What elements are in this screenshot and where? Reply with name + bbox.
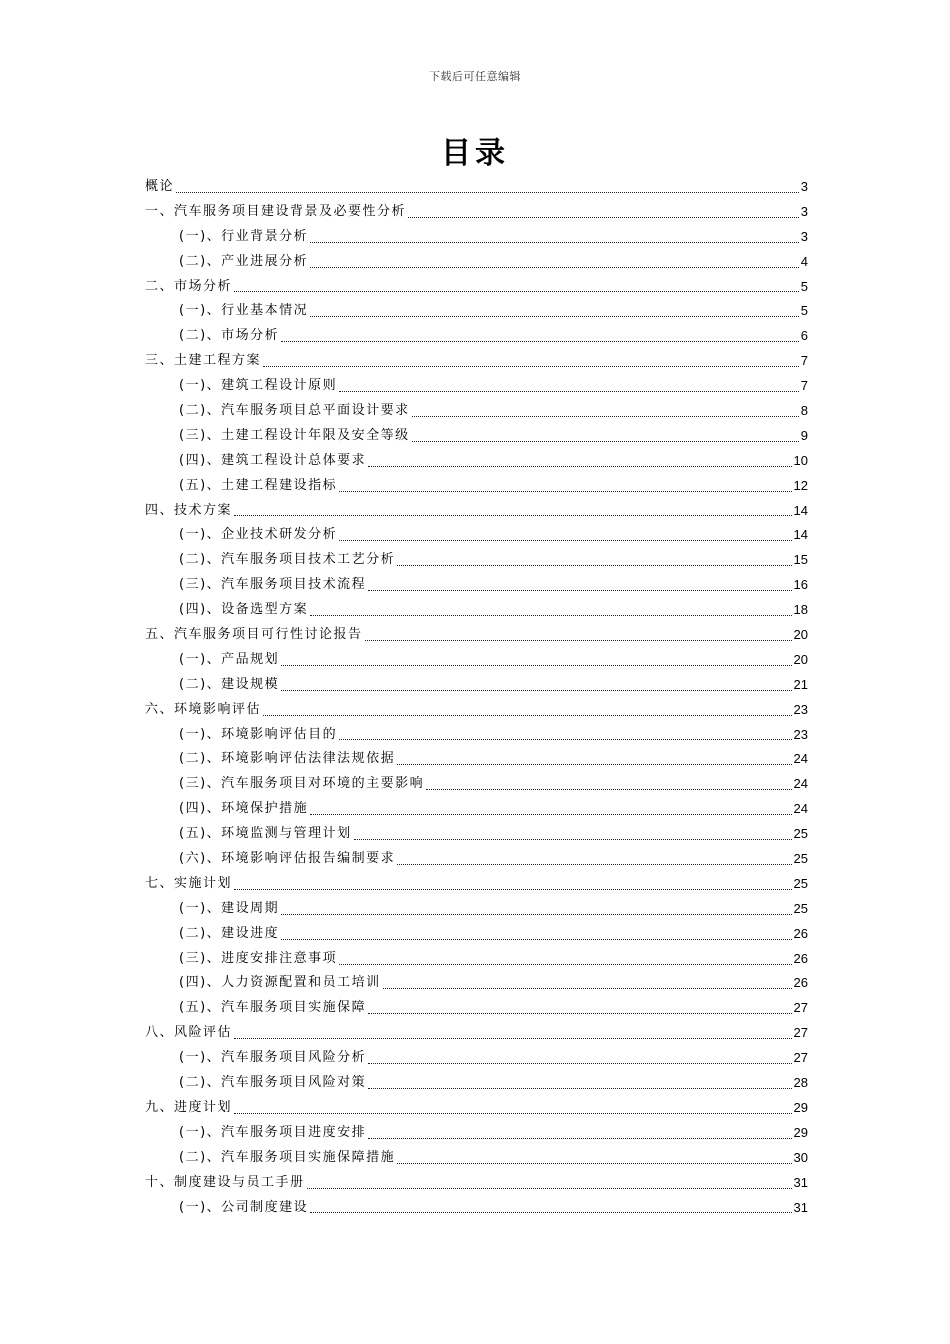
toc-entry-label: (一)、产品规划 (179, 651, 280, 667)
toc-entry-page-number: 8 (800, 403, 808, 418)
dot-leader (281, 340, 799, 342)
dot-leader (281, 664, 791, 666)
toc-entry[interactable] (145, 573, 808, 598)
toc-entry-page-number: 27 (793, 1025, 808, 1041)
toc-entry-page-number: 3 (800, 228, 808, 244)
dot-leader (234, 290, 799, 292)
toc-entry[interactable] (145, 897, 808, 922)
dot-leader (234, 1037, 792, 1039)
toc-entry-label: (三)、土建工程设计年限及安全等级 (179, 427, 410, 443)
toc-entry[interactable] (145, 225, 808, 250)
dot-leader (412, 415, 799, 417)
dot-leader (397, 1162, 791, 1164)
dot-leader (234, 514, 792, 516)
toc-entry-label: (一)、企业技术研发分析 (179, 527, 338, 543)
toc-entry-page-number: 7 (800, 378, 808, 394)
toc-title: 目录 (441, 136, 509, 171)
toc-entry[interactable] (145, 772, 808, 797)
toc-entry-page-number: 14 (793, 527, 808, 543)
toc-entry-label: (一)、公司制度建设 (179, 1199, 309, 1215)
dot-leader (310, 1211, 791, 1213)
toc-entry-label: 七、实施计划 (145, 875, 233, 891)
toc-entry-label: 二、市场分析 (145, 278, 233, 294)
toc-entry-page-number: 14 (793, 502, 808, 518)
dot-leader (339, 390, 799, 392)
toc-entry-label: (二)、市场分析 (179, 328, 280, 344)
toc-entry-page-number: 7 (800, 353, 808, 369)
dot-leader (263, 714, 792, 716)
toc-entry[interactable] (145, 1021, 808, 1046)
toc-entry[interactable] (145, 523, 808, 548)
toc-entry-label: (四)、人力资源配置和员工培训 (179, 975, 381, 991)
toc-entry-label: (一)、建设周期 (179, 900, 280, 916)
toc-entry-label: (一)、行业背景分析 (179, 228, 309, 244)
toc-entry-label: 六、环境影响评估 (145, 701, 262, 717)
toc-entry-page-number: 18 (793, 602, 808, 618)
dot-leader (339, 963, 791, 965)
dot-leader (368, 589, 791, 591)
toc-entry-page-number: 24 (793, 776, 808, 792)
dot-leader (426, 788, 791, 790)
dot-leader (281, 938, 791, 940)
toc-entry-page-number: 29 (793, 1124, 808, 1140)
dot-leader (310, 266, 799, 268)
toc-entry-page-number: 25 (793, 826, 808, 842)
table-of-contents (145, 175, 808, 1220)
toc-entry[interactable] (145, 250, 808, 275)
toc-entry-label: (四)、建筑工程设计总体要求 (179, 452, 367, 468)
toc-entry-page-number: 26 (793, 950, 808, 966)
dot-leader (310, 813, 791, 815)
toc-entry-label: (二)、建设规模 (179, 676, 280, 692)
toc-entry-label: 一、汽车服务项目建设背景及必要性分析 (145, 203, 407, 219)
toc-entry-page-number: 24 (793, 801, 808, 817)
dot-leader (368, 465, 791, 467)
toc-entry[interactable] (145, 449, 808, 474)
dot-leader (368, 1012, 791, 1014)
toc-entry-page-number: 3 (800, 203, 808, 219)
toc-entry[interactable] (145, 723, 808, 748)
toc-entry-label: 十、制度建设与员工手册 (145, 1174, 305, 1190)
toc-entry[interactable] (145, 698, 808, 723)
toc-entry-page-number: 9 (800, 427, 808, 443)
toc-entry-label: (二)、汽车服务项目总平面设计要求 (179, 403, 410, 418)
toc-entry-label: 概论 (145, 178, 175, 194)
dot-leader (368, 1062, 791, 1064)
page-header: 下载后可任意编辑 (429, 70, 521, 83)
toc-entry[interactable] (145, 1046, 808, 1071)
dot-leader (368, 1087, 791, 1089)
toc-entry-page-number: 10 (793, 452, 808, 468)
toc-entry-page-number: 12 (793, 477, 808, 493)
toc-entry[interactable] (145, 648, 808, 673)
dot-leader (408, 216, 799, 218)
toc-entry[interactable] (145, 275, 808, 300)
toc-entry-label: (一)、环境影响评估目的 (179, 726, 338, 742)
toc-entry[interactable] (145, 847, 808, 872)
toc-entry-page-number: 3 (800, 178, 808, 194)
dot-leader (234, 1112, 792, 1114)
toc-entry-page-number: 25 (793, 900, 808, 916)
toc-entry[interactable] (145, 548, 808, 573)
toc-entry-page-number: 26 (793, 975, 808, 991)
toc-entry[interactable] (145, 1096, 808, 1121)
toc-entry-page-number: 5 (800, 278, 808, 294)
toc-entry-label: (五)、土建工程建设指标 (179, 477, 338, 493)
toc-entry-label: (四)、环境保护措施 (179, 801, 309, 817)
toc-entry-label: (二)、环境影响评估法律法规依据 (179, 751, 396, 767)
toc-entry-page-number: 16 (793, 577, 808, 593)
toc-entry-label: 九、进度计划 (145, 1099, 233, 1115)
toc-entry-label: (二)、汽车服务项目技术工艺分析 (179, 552, 396, 568)
toc-entry[interactable] (145, 797, 808, 822)
toc-entry[interactable] (145, 374, 808, 399)
toc-entry-page-number: 26 (793, 925, 808, 941)
dot-leader (263, 365, 799, 367)
toc-entry-label: (一)、建筑工程设计原则 (179, 378, 338, 394)
dot-leader (310, 614, 791, 616)
toc-entry-page-number: 27 (793, 1050, 808, 1066)
toc-entry-label: 四、技术方案 (145, 502, 233, 518)
toc-entry-page-number: 5 (800, 303, 808, 319)
toc-entry[interactable] (145, 598, 808, 623)
dot-leader (365, 639, 792, 641)
toc-entry-page-number: 25 (793, 875, 808, 891)
dot-leader (354, 838, 792, 840)
toc-entry[interactable] (145, 1071, 808, 1096)
toc-entry-label: (五)、汽车服务项目实施保障 (179, 1000, 367, 1016)
toc-entry[interactable] (145, 424, 808, 449)
toc-entry-page-number: 20 (793, 627, 808, 643)
toc-entry-page-number: 4 (800, 253, 808, 269)
toc-entry-label: (二)、汽车服务项目风险对策 (179, 1075, 367, 1091)
toc-entry[interactable] (145, 747, 808, 772)
toc-entry[interactable] (145, 474, 808, 499)
dot-leader (339, 490, 791, 492)
toc-entry-page-number: 21 (793, 676, 808, 692)
toc-entry[interactable] (145, 922, 808, 947)
toc-entry-label: 三、土建工程方案 (145, 353, 262, 369)
dot-leader (310, 241, 799, 243)
dot-leader (281, 913, 791, 915)
toc-entry-label: (六)、环境影响评估报告编制要求 (179, 851, 396, 867)
toc-entry-label: (一)、行业基本情况 (179, 303, 309, 319)
toc-entry[interactable] (145, 1121, 808, 1146)
toc-entry-page-number: 24 (793, 751, 808, 767)
toc-entry[interactable] (145, 1171, 808, 1196)
dot-leader (412, 440, 799, 442)
toc-entry-page-number: 6 (800, 328, 808, 344)
dot-leader (176, 191, 799, 193)
toc-entry-label: (三)、汽车服务项目对环境的主要影响 (179, 776, 425, 792)
toc-entry-page-number: 23 (793, 701, 808, 717)
dot-leader (397, 564, 791, 566)
toc-entry-page-number: 27 (793, 1000, 808, 1016)
toc-entry[interactable] (145, 1196, 808, 1221)
toc-entry-label: 八、风险评估 (145, 1025, 233, 1041)
toc-entry-label: (二)、产业进展分析 (179, 253, 309, 269)
dot-leader (383, 987, 792, 989)
toc-entry[interactable] (145, 1146, 808, 1171)
toc-entry-label: (三)、进度安排注意事项 (179, 950, 338, 966)
dot-leader (281, 689, 791, 691)
toc-entry[interactable] (145, 299, 808, 324)
toc-entry[interactable] (145, 499, 808, 524)
toc-entry-page-number: 31 (793, 1199, 808, 1215)
toc-entry[interactable] (145, 324, 808, 349)
toc-entry-label: (三)、汽车服务项目技术流程 (179, 577, 367, 593)
dot-leader (368, 1137, 791, 1139)
dot-leader (339, 738, 791, 740)
toc-entry-page-number: 23 (793, 726, 808, 742)
toc-entry-label: (一)、汽车服务项目进度安排 (179, 1124, 367, 1140)
toc-entry[interactable] (145, 947, 808, 972)
toc-entry[interactable] (145, 623, 808, 648)
toc-entry-page-number: 28 (793, 1075, 808, 1091)
dot-leader (339, 539, 791, 541)
toc-entry-page-number: 29 (793, 1099, 808, 1115)
toc-entry[interactable] (145, 399, 808, 424)
toc-entry-page-number: 15 (793, 552, 808, 568)
toc-entry-page-number: 25 (793, 851, 808, 867)
toc-entry[interactable] (145, 200, 808, 225)
dot-leader (307, 1187, 792, 1189)
toc-entry[interactable] (145, 972, 808, 997)
dot-leader (310, 315, 799, 317)
dot-leader (397, 763, 791, 765)
toc-entry-page-number: 20 (793, 651, 808, 667)
toc-entry[interactable] (145, 673, 808, 698)
dot-leader (397, 863, 791, 865)
toc-entry-label: (一)、汽车服务项目风险分析 (179, 1050, 367, 1066)
dot-leader (234, 888, 792, 890)
toc-entry[interactable] (145, 175, 808, 200)
toc-entry-label: (五)、环境监测与管理计划 (179, 826, 352, 842)
toc-entry-page-number: 30 (793, 1149, 808, 1165)
toc-entry-label: 五、汽车服务项目可行性讨论报告 (145, 627, 363, 643)
toc-entry[interactable] (145, 996, 808, 1021)
toc-entry-label: (四)、设备选型方案 (179, 602, 309, 618)
toc-entry[interactable] (145, 349, 808, 374)
toc-entry-label: (二)、建设进度 (179, 925, 280, 941)
toc-entry-page-number: 31 (793, 1174, 808, 1190)
toc-entry-label: (二)、汽车服务项目实施保障措施 (179, 1149, 396, 1165)
toc-entry[interactable] (145, 822, 808, 847)
toc-entry[interactable] (145, 872, 808, 897)
